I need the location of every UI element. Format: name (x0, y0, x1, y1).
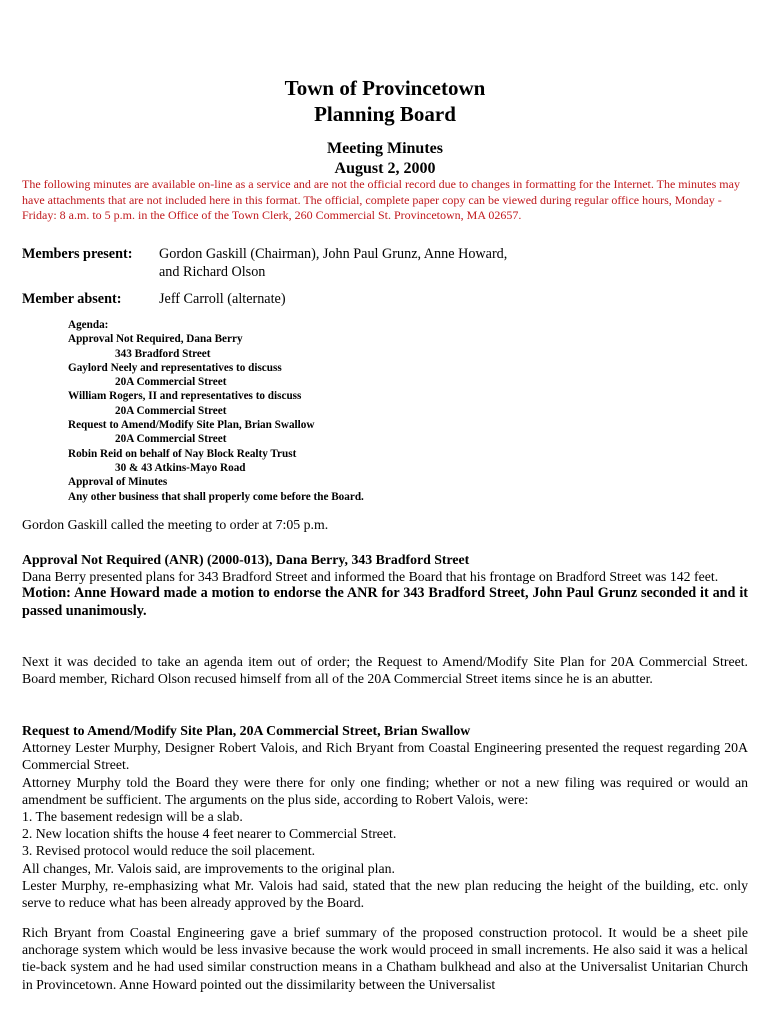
agenda-item-address: 30 & 43 Atkins-Mayo Road (115, 461, 246, 474)
agenda-item: Any other business that shall properly come before the Board. (68, 490, 364, 503)
member-absent-label: Member absent: (22, 291, 122, 307)
online-disclaimer: The following minutes are available on-line as a service and are not the official record due to changes in formatting for the Internet. The minutes may have attachments that are not included here in this format. The official, complete paper copy can be viewed during regular office hours, Monday - Friday: 8 a.m. to 5 p.m. in the Office of the Town Clerk, 260 Commercial St. Provincetown, MA 02657. (22, 177, 740, 222)
anr-heading: Approval Not Required (ANR) (2000-013), Dana Berry, 343 Bradford Street (22, 552, 470, 567)
town-title: Town of Provincetown (284, 76, 486, 100)
board-title: Planning Board (314, 102, 456, 126)
agenda-item-address: 20A Commercial Street (115, 433, 227, 446)
request-paragraph: All changes, Mr. Valois said, are improvements to the original plan. (22, 860, 395, 876)
agenda-item: William Rogers, II and representatives to discuss (68, 390, 302, 403)
members-present-label: Members present: (22, 246, 133, 262)
next-item-section (22, 653, 748, 687)
agenda-item-address: 20A Commercial Street (115, 376, 227, 389)
members-present-line: and Richard Olson (159, 264, 266, 280)
request-section (22, 722, 748, 911)
document-type: Meeting Minutes (327, 140, 443, 157)
rich-bryant-section (22, 924, 748, 993)
members-present-line: Gordon Gaskill (Chairman), John Paul Grunz, Anne Howard, (159, 246, 508, 262)
request-list-item: 3. Revised protocol would reduce the soil placement. (22, 843, 316, 859)
anr-section (22, 551, 748, 620)
rich-bryant-text: Rich Bryant from Coastal Engineering gave a brief summary of the proposed construction protocol. It would be a sheet pile anchorage system which would be less invasive because the work would proceed in small increments. He also said it was a helical tie-back system and he had used similar construction means in a Chatham bulkhead and also at the Universalist Unitarian Church in Provincetown. Anne Howard pointed out the dissimilarity between the Universalist (22, 925, 748, 992)
anr-motion: Motion: Anne Howard made a motion to endorse the ANR for 343 Bradford Street, John Paul Grunz seconded it and it passed unanimously. (22, 585, 748, 619)
request-heading: Request to Amend/Modify Site Plan, 20A Commercial Street, Brian Swallow (22, 723, 471, 738)
request-list-item: 2. New location shifts the house 4 feet nearer to Commercial Street. (22, 826, 397, 842)
agenda-list (68, 318, 628, 504)
meeting-date: August 2, 2000 (334, 160, 436, 177)
anr-text: Dana Berry presented plans for 343 Bradford Street and informed the Board that his frontage on Bradford Street was 142 feet. (22, 569, 719, 585)
agenda-item-address: 20A Commercial Street (115, 404, 227, 417)
request-paragraph: Attorney Lester Murphy, Designer Robert Valois, and Rich Bryant from Coastal Engineering presented the request regarding 20A Commercial Street. (22, 740, 748, 773)
members-present-value (159, 245, 579, 281)
agenda-item: Gaylord Neely and representatives to discuss (68, 361, 282, 374)
agenda-item: Approval Not Required, Dana Berry (68, 333, 243, 346)
call-to-order (22, 516, 748, 533)
request-paragraph: Attorney Murphy told the Board they were there for only one finding; whether or not a new filing was required or would an amendment be sufficient. The arguments on the plus side, according to Robert Valois, were: (22, 774, 748, 807)
request-list-item: 1. The basement redesign will be a slab. (22, 809, 243, 825)
agenda-heading: Agenda: (68, 319, 109, 331)
call-to-order-text: Gordon Gaskill called the meeting to order at 7:05 p.m. (22, 517, 329, 532)
member-absent-value: Jeff Carroll (alternate) (159, 291, 286, 307)
next-item-text: Next it was decided to take an agenda item out of order; the Request to Amend/Modify Site Plan for 20A Commercial Street. Board member, Richard Olson recused himself from all of the 20A Commercial Street items since he is an abutter. (22, 654, 748, 687)
request-paragraph: Lester Murphy, re-emphasizing what Mr. Valois had said, stated that the new plan reducing the height of the building, etc. only serve to reduce what has been already approved by the Board. (22, 877, 748, 911)
agenda-item-address: 343 Bradford Street (115, 347, 211, 360)
agenda-item: Approval of Minutes (68, 476, 168, 489)
agenda-item: Robin Reid on behalf of Nay Block Realty Trust (68, 447, 297, 460)
agenda-item: Request to Amend/Modify Site Plan, Brian Swallow (68, 419, 315, 432)
